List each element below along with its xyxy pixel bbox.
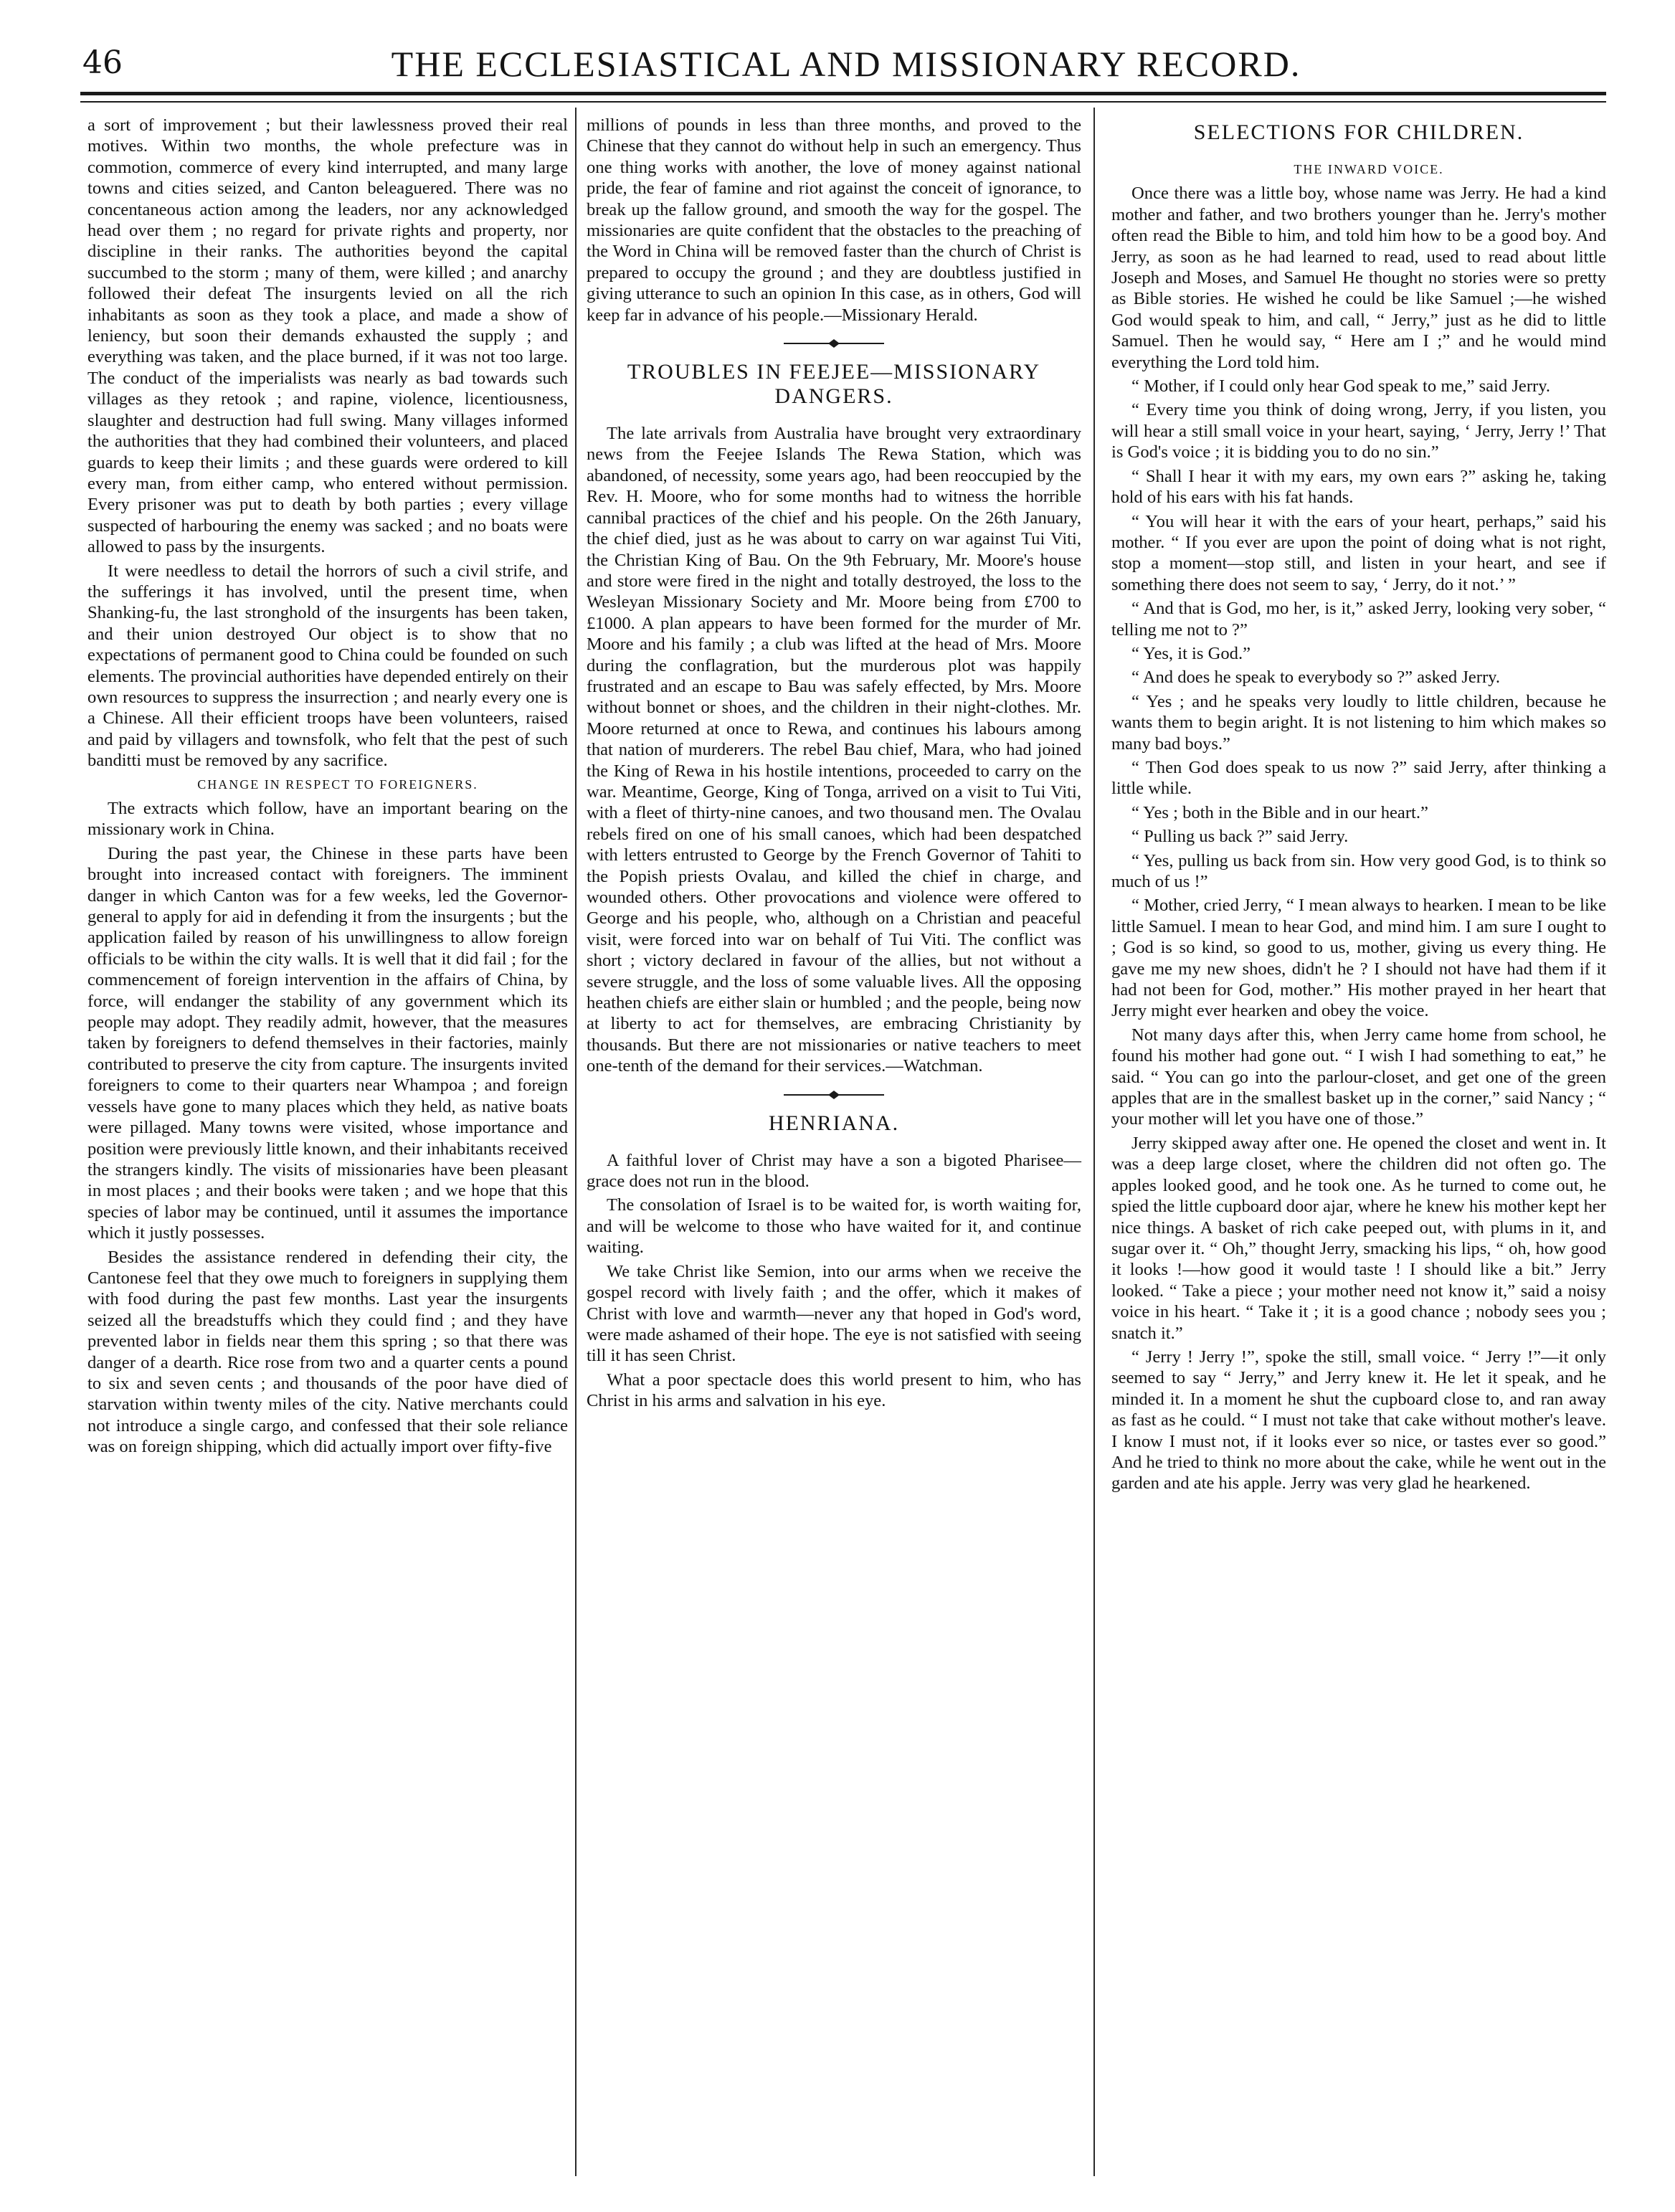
running-head-title: THE ECCLESIASTICAL AND MISSIONARY RECORD. — [391, 44, 1301, 84]
paragraph: “ Shall I hear it with my ears, my own ears ?” asking he, taking hold of his ears with his fat hands. — [1111, 466, 1606, 508]
column-divider-left — [575, 108, 576, 2176]
paragraph: We take Christ like Semion, into our arms when we receive the gospel record with lively faith ; and the offer, which it makes of Christ with love and warmth—never any that hoped in God's word, were made ashamed of their hope. The eye is not satisfied with seeing till it has seen Christ. — [587, 1261, 1081, 1366]
paragraph: “ Every time you think of doing wrong, Jerry, if you listen, you will hear a still small voice in your heart, saying, ‘ Jerry, Jerry !’ That is God's voice ; it is bidding you to do no sin.” — [1111, 400, 1606, 462]
paragraph: “ And does he speak to everybody so ?” asked Jerry. — [1131, 668, 1501, 688]
paragraph: The extracts which follow, have an important bearing on the missionary work in China. — [87, 799, 568, 840]
paragraph: During the past year, the Chinese in these parts have been brought into increased contact with foreigners. The imminent danger in which Canton was for a few weeks, led the Governor-general to apply for aid in defending it from the insurgents ; but the application failed by reason of his unwillingness to allow foreign officials to be within the city walls. It is well that it did fail ; for the commencement of foreign intervention in the affairs of China, by force, will endanger the stability of any government which its people may adopt. They readily admit, however, that the measures taken by foreigners to defend themselves in their factories, mainly contributed to preserve the city from capture. The insurgents invited foreigners to come to their quarters near Whampoa ; and foreign vessels have gone to many places which they held, as native boats were pillaged. Many towns were visited, whose importance and position were previously little known, and their inhabitants received the strangers kindly. The visits of missionaries have been pleasant in most places ; and their books were taken ; and we hope that this species of labor may be continued, until it assumes the importance which it justly possesses. — [87, 843, 569, 1243]
column-one — [87, 115, 568, 1461]
paragraph: “ You will hear it with the ears of your heart, perhaps,” said his mother. “ If you ever are upon the point of doing what is not right, stop a moment—stop still, and listen in your heart, and see if something there does not seem to say, ‘ Jerry, do it not.’ ” — [1111, 511, 1606, 594]
header-rule-thin — [80, 101, 1606, 103]
paragraph: “ Yes ; and he speaks very loudly to little children, because he wants them to begin aright. It is not listening to him which makes so many bad boys.” — [1111, 691, 1606, 754]
header-rule-thick — [80, 92, 1606, 95]
paragraph: “ Mother, cried Jerry, “ I mean always to hearken. I mean to be like little Samuel. I mean to hear God, and mind him. I am sure I ought to ; God is so kind, so good to us, mother, giving us every thing. He gave me my new shoes, didn't he ? I should not have had them if it had not been for God, mother.” His mother prayed in her heart that Jerry might ever hearken and obey the voice. — [1111, 896, 1606, 1021]
paragraph: A faithful lover of Christ may have a son a bigoted Pharisee—grace does not run in the blood. — [587, 1150, 1081, 1192]
paragraph: “ Yes ; both in the Bible and in our heart.” — [1131, 802, 1428, 822]
paragraph: The consolation of Israel is to be waited for, is worth waiting for, and will be welcome to those who have waited for it, and continue waiting. — [587, 1195, 1081, 1258]
paragraph: a sort of improvement ; but their lawlessness proved their real motives. Within two months, the whole prefecture was in commotion, commerce of every kind interrupted, and many large towns and cities seized, and Canton beleaguered. There was no concentaneous action among the leaders, nor any acknowledged head over them ; no regard for private rights and property, nor discipline in their ranks. The authorities beyond the capital succumbed to the storm ; many of them, were killed ; and anarchy followed their defeat The insurgents levied on all the rich inhabitants as soon as they took a place, and made a show of leniency, but soon their demands exhausted the supply ; and everything was taken, and the place burned, if it was not too large. The conduct of the imperialists was nearly as bad towards such villages as they retook ; and rapine, violence, licentiousness, slaughter and destruction had full swing. Many villages informed the authorities that they had combined their volunteers, and placed guards to keep their limits ; and these guards were ordered to kill every man, from either camp, who entered without permission. Every prisoner was put to death by both parties ; every village suspected of harbouring the enemy was sacked ; and no boats were allowed to pass by the insurgents. — [87, 115, 568, 557]
paragraph: “ Yes, pulling us back from sin. How very good God, is to think so much of us !” — [1111, 850, 1606, 891]
paragraph: millions of pounds in less than three months, and proved to the Chinese that they cannot do without help in such an emergency. Thus one thing works with another, the love of money against national pride, the fear of famine and riot against the conceit of ignorance, to break up the fallow ground, and smooth the way for the gospel. The missionaries are quite confident that the obstacles to the preaching of the Word in China will be removed faster than the church of Christ is prepared to occupy the ground ; and they are doubtless justified in giving utterance to such an opinion In this case, as in others, God will keep far in advance of his people.—Missionary Herald. — [587, 115, 1081, 325]
paragraph: Jerry skipped away after one. He opened the closet and went in. It was a deep large closet, where the children did not often go. The apples looked good, and he took one. As he turned to come out, he spied the little cupboard door ajar, where he knew his mother kept her nice things. A basket of rich cake peeped out, with plums in it, and sugar over it. “ Oh,” thought Jerry, smacking his lips, “ oh, how good it looks !—how good it would taste ! I should like a bit.” Jerry looked. “ Take a piece ; your mother need not know it,” said a noisy voice in his heart. “ Take it ; it is a good chance ; nobody sees you ; snatch it.” — [1111, 1133, 1606, 1343]
paragraph: “ And that is God, mo her, is it,” asked Jerry, looking very sober, “ telling me not to ?” — [1111, 599, 1606, 640]
paragraph: Besides the assistance rendered in defending their city, the Cantonese feel that they owe much to foreigners in supplying them with food during the past few months. Last year the insurgents seized all the breadstuffs which they could find ; and they have prevented labor in fields near them this spring ; so that there was danger of a dearth. Rice rose from two and a quarter cents a pound to six and seven cents ; and thousands of the poor have died of starvation within twenty miles of the city. Native merchants could not introduce a single cargo, and confessed that their sole reliance was on foreign shipping, which did actually import over fifty-five — [87, 1247, 568, 1457]
paragraph: “ Yes, it is God.” — [1131, 643, 1251, 663]
ornament-divider-icon — [784, 338, 884, 348]
paragraph: What a poor spectacle does this world present to him, who has Christ in his arms and salvation in his eye. — [587, 1370, 1081, 1411]
paragraph: The late arrivals from Australia have brought very extraordinary news from the Feejee Islands The Rewa Station, which was abandoned, of necessity, some years ago, had been reoccupied by the Rev. H. Moore, who for some months had to witness the horrible cannibal practices of the chief and his people. On the 26th January, the chief died, just as he was about to carry on war against Tui Viti, the Christian King of Bau. On the 9th February, Mr. Moore's house and store were fired in the night and totally destroyed, the loss to the Wesleyan Missionary Society and Mr. Moore being from £700 to £1000. A plan appears to have been formed for the murder of Mr. Moore and his family ; a club was lifted at the head of Mrs. Moore during the conflagration, but the murderous plot was happily frustrated and an escape to Bau was safely effected, by Mrs. Moore without bonnet or shoes, and the children in their night-clothes. Mr. Moore returned at once to Rewa, and continues his labours among that nation of murderers. The rebel Bau chief, Mara, who had joined the King of Rewa in his hostile intentions, proceeded to carry on the war. Meantime, George, King of Tonga, arrived on a visit to Tui Viti, with a fleet of thirty-nine canoes, and two thousand men. The Ovalau rebels fired on one of his small canoes, which had been despatched with letters entrusted to George by the French Governor of Tahiti to the Popish priests Ovalau, and killed the chief in charge, and wounded others. Other provocations and violence were offered to George and his people, who, although on a Christian and peaceful visit, were forced into war on behalf of Tui Viti. The conflict was short ; victory declared in favour of the allies, but not without a severe struggle, and the loss of some valuable lives. All the opposing heathen chiefs are either slain or humbled ; and the people, being now at liberty to act for themselves, are embracing Christianity by thousands. But there are not missionaries or native teachers to meet one-tenth of the demand for their services.—Watchman. — [587, 424, 1081, 1076]
paragraph: It were needless to detail the horrors of such a civil strife, and the sufferings it has involved, until the present time, when Shanking-fu, the last stronghold of the insurgents has been taken, and their union destroyed Our object is to show that no expectations of permanent good to China could be founded on such elements. The provincial authorities have depended entirely on their own resources to suppress the insurrection ; and nearly every one is a Chinese. All their efficient troops have been volunteers, raised and paid by villagers and townsfolk, who felt that the pest of such banditti must be removed by any sacrifice. — [87, 561, 568, 771]
paragraph: “ Mother, if I could only hear God speak to me,” said Jerry. — [1131, 376, 1551, 397]
paragraph: Not many days after this, when Jerry came home from school, he found his mother had gone out. “ I wish I had something to eat,” he said. “ You can go into the parlour-closet, and get one of the green apples that are in the smallest basket up in the corner,” said Nancy ; “ your mother will let you have one of those.” — [1111, 1025, 1606, 1129]
column-two — [587, 115, 1081, 1415]
ornament-divider-icon — [784, 1090, 884, 1100]
heading-feejee: TROUBLES IN FEEJEE—MISSIONARY DANGERS. — [627, 360, 1041, 409]
column-three — [1111, 115, 1606, 1497]
column-divider-right — [1093, 108, 1095, 2176]
paragraph: “ Pulling us back ?” said Jerry. — [1131, 827, 1349, 847]
heading-selections-children: SELECTIONS FOR CHILDREN. — [1193, 120, 1524, 144]
subheading-foreigners: CHANGE IN RESPECT TO FOREIGNERS. — [197, 777, 478, 792]
subheading-inward-voice: THE INWARD VOICE. — [1294, 162, 1444, 176]
heading-henriana: HENRIANA. — [768, 1111, 900, 1135]
paragraph: “ Then God does speak to us now ?” said Jerry, after thinking a little while. — [1111, 757, 1606, 799]
paragraph: “ Jerry ! Jerry !”, spoke the still, small voice. “ Jerry !”—it only seemed to say “ Jerry,” and Jerry knew it. He let it speak, and he minded it. In a moment he shut the cupboard close to, and ran away as fast as he could. “ I must not take that cake without mother's leave. I know I must not, if it looks ever so nice, or tastes ever so good.” And he tried to think no more about the cake, while he went out in the garden and ate his apple. Jerry was very glad he hearkened. — [1111, 1347, 1606, 1494]
page-number: 46 — [82, 44, 123, 81]
paragraph: Once there was a little boy, whose name was Jerry. He had a kind mother and father, and two brothers younger than he. Jerry's mother often read the Bible to him, and told him how to be a good boy. And Jerry, as soon as he had learned to read, used to read about little Joseph and Moses, and Samuel He thought no stories were so pretty as Bible stories. He wished he could be like Samuel ;—he wished God would speak to him, and call, “ Jerry,” just as he did to little Samuel. Then he would say, “ Here am I ;” and he would mind everything the Lord told him. — [1111, 184, 1606, 372]
